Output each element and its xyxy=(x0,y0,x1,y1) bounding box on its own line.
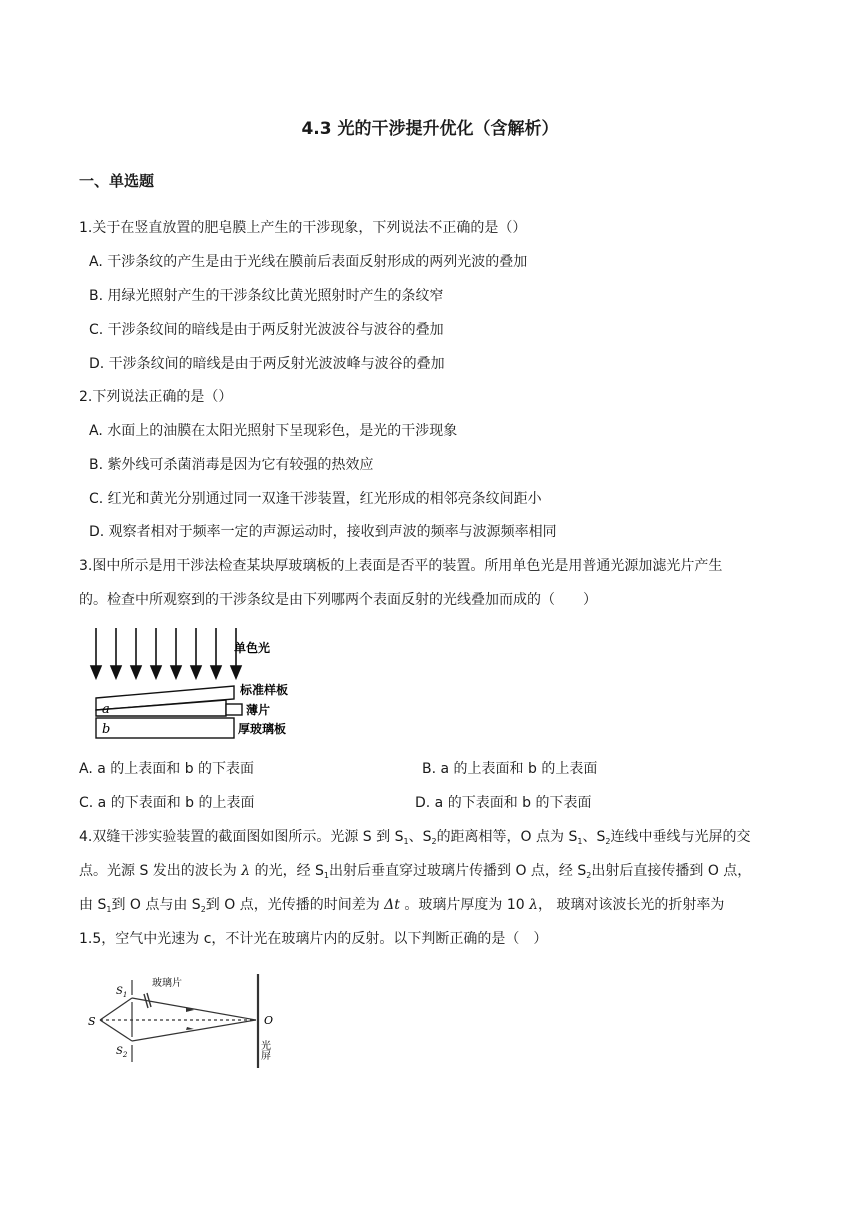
question-3-option-c[interactable]: C. a 的下表面和 b 的上表面 xyxy=(79,795,255,811)
question-2-option-d[interactable]: D. 观察者相对于频率一定的声源运动时，接收到声波的频率与波源频率相同 xyxy=(89,524,557,540)
question-2-option-c[interactable]: C. 红光和黄光分别通过同一双逢干涉装置，红光形成的相邻亮条纹间距小 xyxy=(89,491,542,507)
question-3-stem-line-1: 3.图中所示是用干涉法检查某块厚玻璃板的上表面是否平的装置。所用单色光是用普通光源加滤光片产生 xyxy=(79,558,723,574)
page-title: 4.3 光的干涉提升优化（含解析） xyxy=(301,119,559,139)
question-4-stem-line-1: 4.双缝干涉实验装置的截面图如图所示。光源 S 到 $S_1$、$S_2$的距离相等，O 点为 $S_1$、$S_2$连线中垂线与光屏的交 xyxy=(79,829,751,846)
label-screen: 光屏 xyxy=(258,1040,270,1060)
question-2-option-b[interactable]: B. 紫外线可杀菌消毒是因为它有较强的热效应 xyxy=(89,457,374,473)
question-1-stem: 1.关于在竖直放置的肥皂膜上产生的干涉现象，下列说法不正确的是（） xyxy=(79,220,527,236)
section-heading: 一、单选题 xyxy=(79,172,155,190)
label-thick-glass: 厚玻璃板 xyxy=(238,722,287,736)
question-4-stem-line-3: 由 $S_1$到 O 点与由 $S_2$到 O 点，光传播的时间差为 Δt 。玻璃片厚度为 10 λ， 玻璃对该波长光的折射率为 xyxy=(79,897,725,914)
interference-apparatus-figure xyxy=(84,622,306,744)
question-2-stem: 2.下列说法正确的是（） xyxy=(79,389,233,405)
question-1-option-b[interactable]: B. 用绿光照射产生的干涉条纹比黄光照射时产生的条纹窄 xyxy=(89,288,444,304)
label-source-s: S xyxy=(88,1015,96,1028)
label-slit-s1: $S_1$ xyxy=(116,986,128,999)
question-1-option-c[interactable]: C. 干涉条纹间的暗线是由于两反射光波波谷与波谷的叠加 xyxy=(89,322,444,338)
question-3-stem-line-2: 的。检查中所观察到的干涉条纹是由下列哪两个表面反射的光线叠加而成的（ ） xyxy=(79,592,597,608)
question-3-option-d[interactable]: D. a 的下表面和 b 的下表面 xyxy=(415,795,592,811)
question-2-option-a[interactable]: A. 水面上的油膜在太阳光照射下呈现彩色，是光的干涉现象 xyxy=(89,423,458,439)
label-thin-sheet: 薄片 xyxy=(246,703,271,717)
question-4-stem-line-2: 点。光源 S 发出的波长为 λ 的光，经 $S_1$出射后垂直穿过玻璃片传播到 O 点，经 $S_2$出射后直接传播到 O 点， xyxy=(79,863,752,880)
double-slit-figure xyxy=(86,970,282,1072)
question-4-stem-line-4: 1.5，空气中光速为 c，不计光在玻璃片内的反射。以下判断正确的是（ ） xyxy=(79,931,548,947)
label-point-o: O xyxy=(264,1014,274,1027)
label-glass-sheet: 玻璃片 xyxy=(152,978,182,989)
label-monochromatic-light: 单色光 xyxy=(234,641,271,655)
label-standard-sample: 标准样板 xyxy=(240,683,289,697)
question-3-option-a[interactable]: A. a 的上表面和 b 的下表面 xyxy=(79,761,255,777)
question-1-option-d[interactable]: D. 干涉条纹间的暗线是由于两反射光波波峰与波谷的叠加 xyxy=(89,356,445,372)
question-3-option-b[interactable]: B. a 的上表面和 b 的上表面 xyxy=(422,761,598,777)
label-a: a xyxy=(102,702,110,717)
label-b: b xyxy=(102,722,111,737)
label-slit-s2: $S_2$ xyxy=(116,1046,128,1059)
question-1-option-a[interactable]: A. 干涉条纹的产生是由于光线在膜前后表面反射形成的两列光波的叠加 xyxy=(89,254,528,270)
